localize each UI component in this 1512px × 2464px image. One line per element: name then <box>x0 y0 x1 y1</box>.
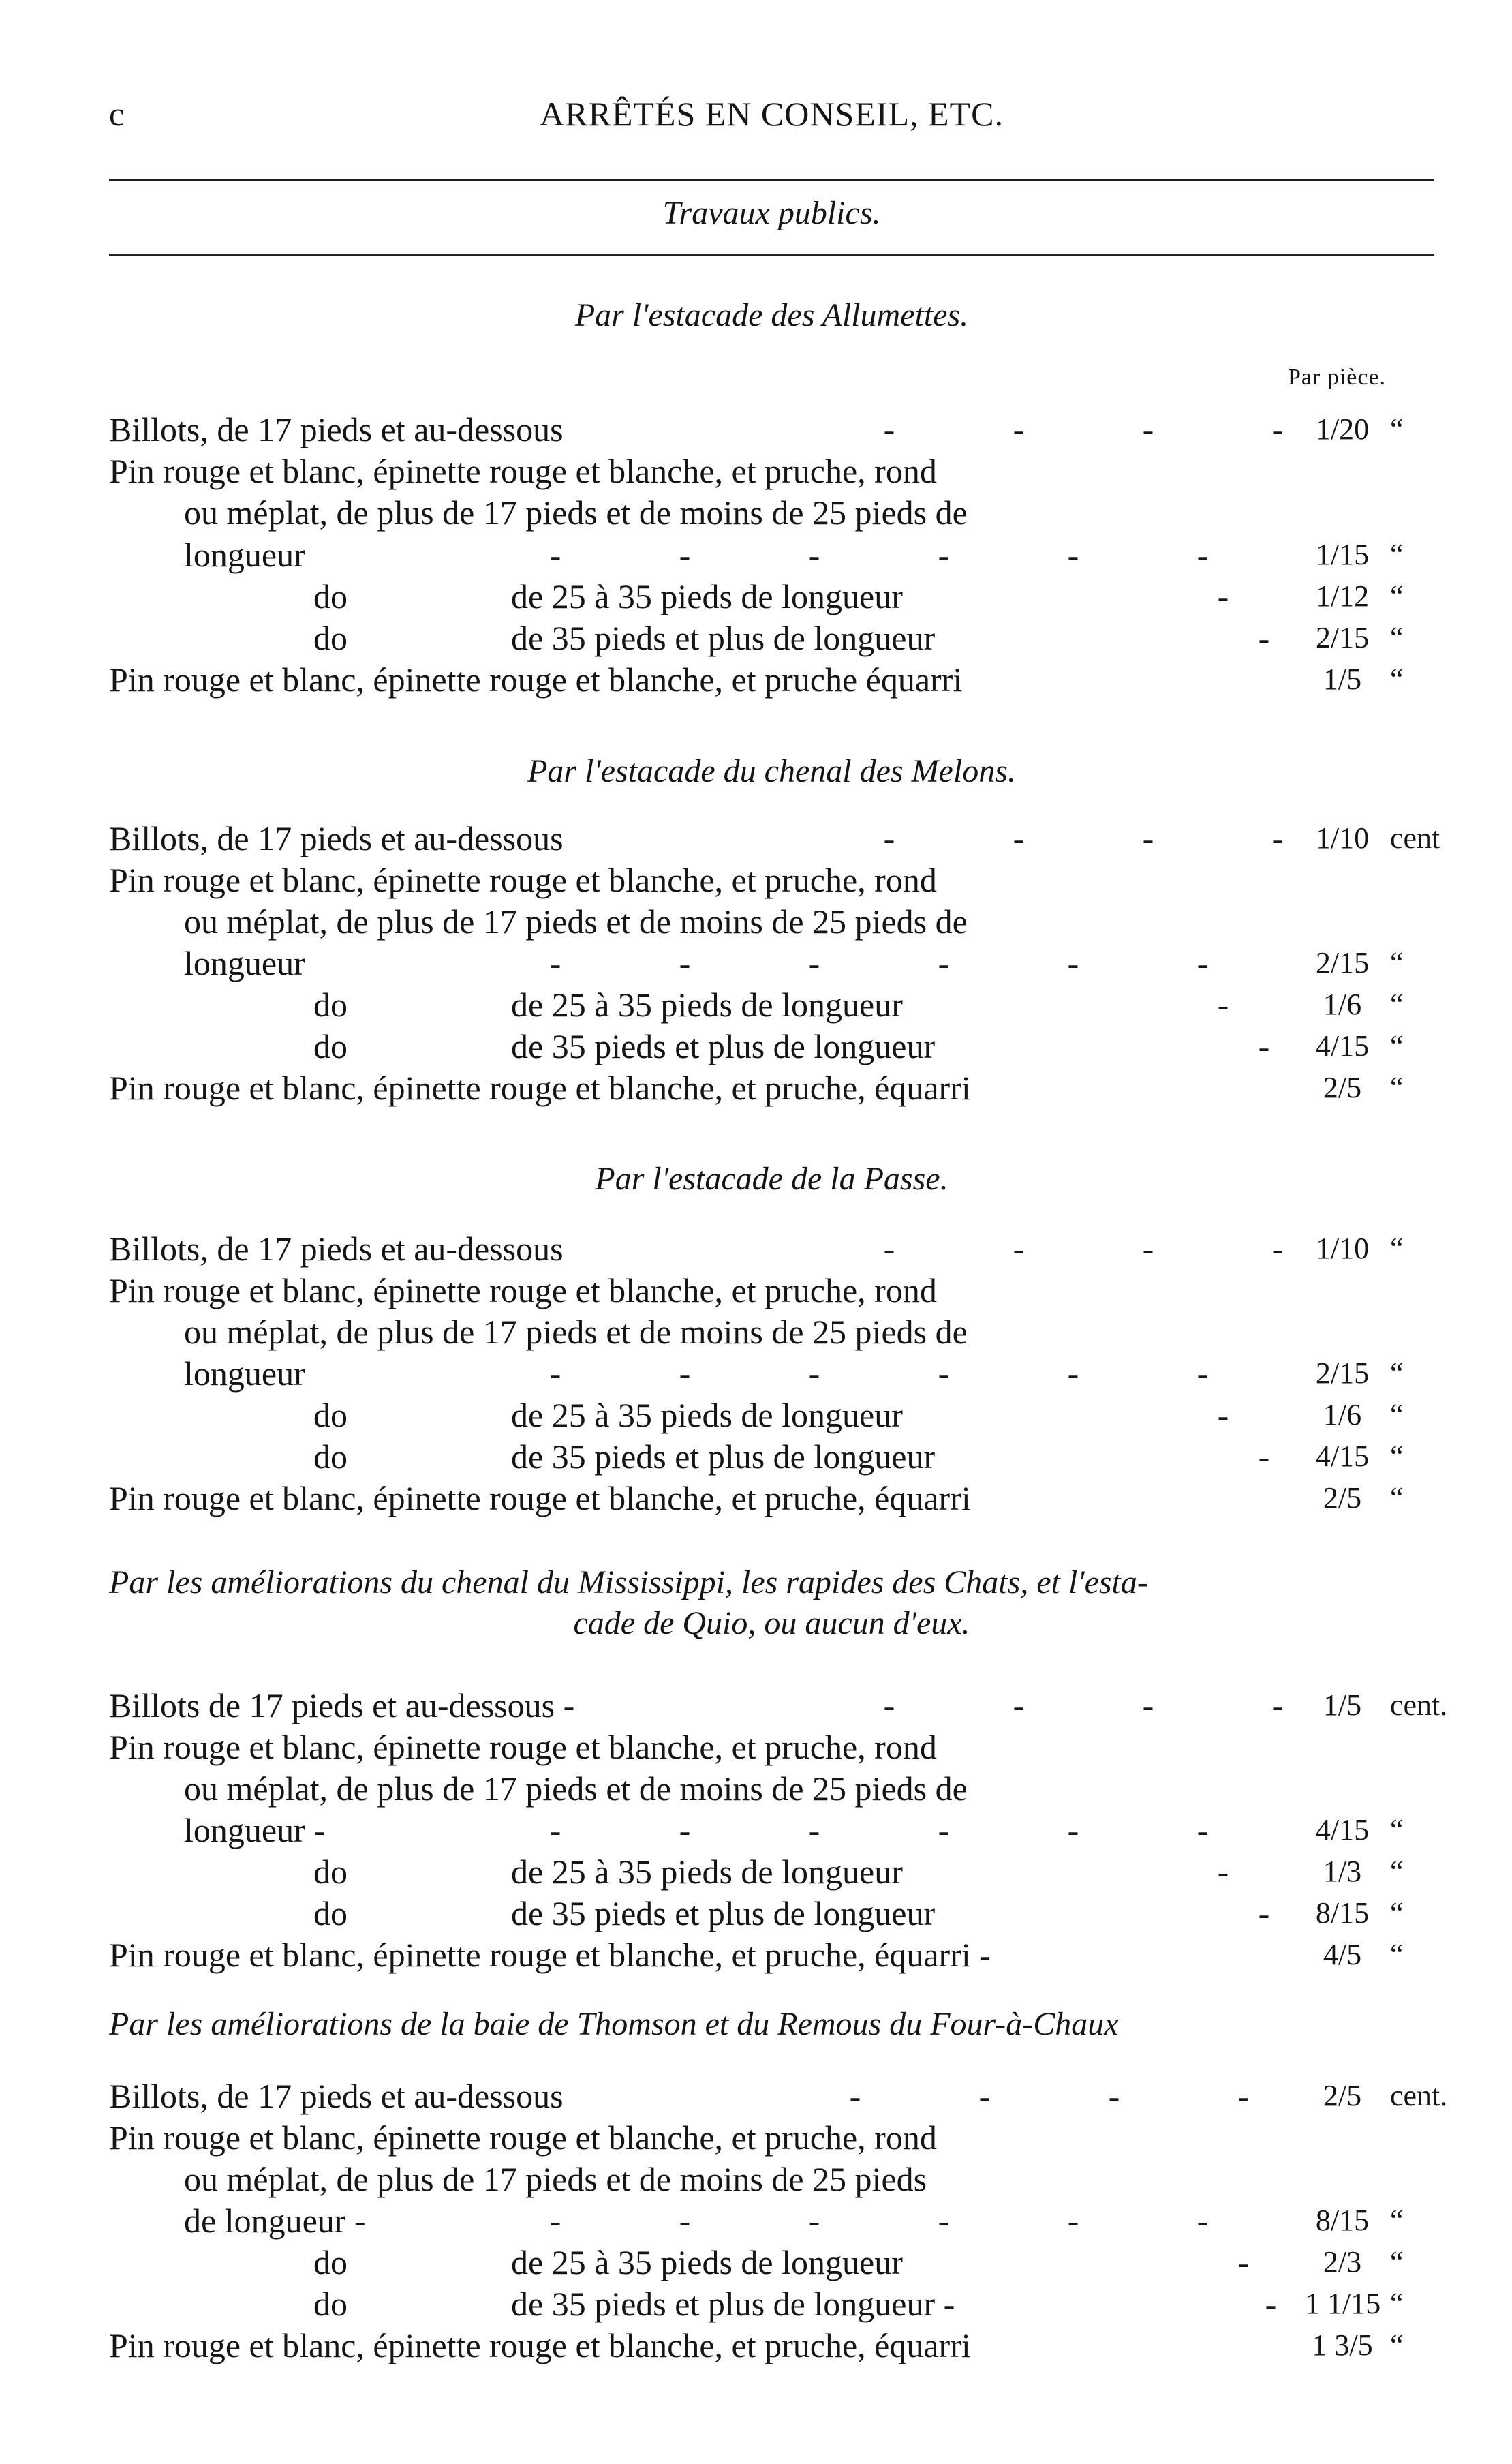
row-ditto: do <box>313 2285 348 2323</box>
rate-unit: “ <box>1390 1855 1404 1888</box>
row-ditto: do <box>313 1853 348 1891</box>
top-rule <box>109 179 1434 181</box>
row-label: longueur <box>184 536 305 574</box>
rate-fraction: 1/5 <box>1323 663 1362 696</box>
rate-unit: “ <box>1390 988 1404 1021</box>
rate-row <box>109 534 1445 575</box>
row-label: Pin rouge et blanc, épinette rouge et blanche, et pruche, rond <box>109 1728 937 1766</box>
rate-fraction: 1/15 <box>1315 538 1370 571</box>
rate-row <box>109 901 1445 942</box>
row-label: de 35 pieds et plus de longueur <box>511 1027 936 1065</box>
rate-unit: “ <box>1390 1938 1404 1971</box>
row-label: de 25 à 35 pieds de longueur <box>511 577 903 615</box>
leader-dashes: - - - - <box>849 2077 1250 2115</box>
rate-fraction: 1/6 <box>1323 1398 1362 1431</box>
rate-unit: “ <box>1390 579 1404 613</box>
rate-fraction: 1/12 <box>1315 579 1370 613</box>
rate-row <box>109 818 1445 859</box>
row-ditto: do <box>313 1027 348 1065</box>
leader-dashes: - - - - - - <box>549 2202 1209 2240</box>
rate-row <box>109 1478 1445 1519</box>
leader-dashes: - <box>1217 1396 1229 1434</box>
unit-note: Par pièce. <box>1288 365 1387 390</box>
rate-row <box>109 860 1445 900</box>
leader-dashes: - - - - <box>883 819 1284 857</box>
rate-row <box>109 1395 1445 1435</box>
rate-fraction: 8/15 <box>1315 2204 1370 2237</box>
rate-fraction: 1/20 <box>1315 412 1370 446</box>
row-label: de 35 pieds et plus de longueur - <box>511 2285 955 2323</box>
row-label: Pin rouge et blanc, épinette rouge et blanche, et pruche, rond <box>109 2118 937 2157</box>
rate-unit: “ <box>1390 1071 1404 1104</box>
row-label: de 35 pieds et plus de longueur <box>511 1894 936 1932</box>
leader-dashes: - <box>1237 2243 1250 2281</box>
rate-fraction: 1 3/5 <box>1312 2328 1373 2362</box>
rate-row <box>109 1353 1445 1394</box>
rate-unit: “ <box>1390 946 1404 979</box>
leader-dashes: - <box>1217 577 1229 615</box>
rate-fraction: 2/15 <box>1315 1356 1370 1390</box>
rate-fraction: 1/5 <box>1323 1688 1362 1722</box>
rate-row <box>109 1810 1445 1851</box>
rate-unit: “ <box>1390 1440 1404 1473</box>
rate-unit: “ <box>1390 1356 1404 1390</box>
leader-dashes: - <box>1258 1027 1270 1065</box>
row-ditto: do <box>313 1894 348 1932</box>
row-label: Billots de 17 pieds et au-dessous - <box>109 1686 575 1724</box>
row-label: Billots, de 17 pieds et au-dessous <box>109 410 564 448</box>
rate-unit: “ <box>1390 1481 1404 1515</box>
rate-row <box>109 409 1445 450</box>
row-label: Pin rouge et blanc, épinette rouge et blanche, et pruche, rond <box>109 1271 937 1309</box>
row-label: longueur <box>184 1354 305 1393</box>
leader-dashes: - <box>1217 1853 1229 1891</box>
row-label: de longueur - <box>184 2202 366 2240</box>
leader-dashes: - - - - <box>883 1230 1284 1268</box>
row-label: de 25 à 35 pieds de longueur <box>511 1853 903 1891</box>
rate-row <box>109 576 1445 617</box>
row-label: ou méplat, de plus de 17 pieds et de moins de 25 pieds de <box>184 493 968 532</box>
rate-fraction: 4/15 <box>1315 1813 1370 1846</box>
rate-row <box>109 1893 1445 1934</box>
row-label: ou méplat, de plus de 17 pieds et de moins de 25 pieds <box>184 2160 927 2198</box>
rate-fraction: 2/5 <box>1323 1481 1362 1515</box>
row-label: longueur <box>184 944 305 982</box>
row-label: Pin rouge et blanc, épinette rouge et blanche, et pruche, équarri <box>109 1479 971 1517</box>
rate-unit: cent. <box>1390 1688 1448 1722</box>
subsection-title: Par l'estacade des Allumettes. <box>574 297 969 333</box>
rate-fraction: 2/5 <box>1323 1071 1362 1104</box>
row-label: Billots, de 17 pieds et au-dessous <box>109 819 564 857</box>
rate-row <box>109 2325 1445 2366</box>
rate-row <box>109 984 1445 1025</box>
row-label: de 35 pieds et plus de longueur <box>511 619 936 657</box>
leader-dashes: - - - - - - <box>549 1354 1209 1393</box>
rate-fraction: 4/15 <box>1315 1440 1370 1473</box>
subsection-title: Par l'estacade du chenal des Melons. <box>527 753 1016 789</box>
leader-dashes: - <box>1217 986 1229 1024</box>
rate-unit: “ <box>1390 2204 1404 2237</box>
row-label: Pin rouge et blanc, épinette rouge et blanche, et pruche, équarri - <box>109 1936 991 1974</box>
leader-dashes: - - - - - - <box>549 536 1209 574</box>
rate-unit: “ <box>1390 538 1404 571</box>
rate-fraction: 1/10 <box>1315 821 1370 855</box>
leader-dashes: - - - - <box>883 410 1284 448</box>
row-label: de 25 à 35 pieds de longueur <box>511 986 903 1024</box>
rate-row <box>109 1934 1445 1975</box>
subsection-title: Par l'estacade de la Passe. <box>595 1161 948 1197</box>
rate-fraction: 2/3 <box>1323 2245 1362 2279</box>
row-ditto: do <box>313 619 348 657</box>
row-label: de 25 à 35 pieds de longueur <box>511 1396 903 1434</box>
leader-dashes: - - - - <box>883 1686 1284 1724</box>
rate-row <box>109 618 1445 658</box>
row-ditto: do <box>313 1438 348 1476</box>
rate-row <box>109 943 1445 984</box>
row-label: Pin rouge et blanc, épinette rouge et blanche, et pruche, rond <box>109 861 937 899</box>
page-number: c <box>109 95 125 133</box>
rate-row <box>109 2117 1445 2158</box>
rate-row <box>109 1228 1445 1269</box>
row-label: ou méplat, de plus de 17 pieds et de moins de 25 pieds de <box>184 1313 968 1351</box>
leader-dashes: - - - - - - <box>549 944 1209 982</box>
rate-row <box>109 1067 1445 1108</box>
rate-row <box>109 1851 1445 1892</box>
rate-row <box>109 1685 1448 1726</box>
row-label: Pin rouge et blanc, épinette rouge et blanche, et pruche, équarri <box>109 2326 971 2364</box>
leader-dashes: - <box>1258 1894 1270 1932</box>
rate-unit: “ <box>1390 2328 1404 2362</box>
section-title: Travaux publics. <box>662 195 881 231</box>
rate-unit: “ <box>1390 663 1404 696</box>
row-ditto: do <box>313 577 348 615</box>
row-label: longueur - <box>184 1811 325 1849</box>
rate-unit: “ <box>1390 2245 1404 2279</box>
rate-fraction: 1/3 <box>1323 1855 1362 1888</box>
leader-dashes: - - - - - - <box>549 1811 1209 1849</box>
leader-dashes: - <box>1258 1438 1270 1476</box>
leader-dashes: - <box>1258 619 1270 657</box>
rate-fraction: 4/5 <box>1323 1938 1362 1971</box>
rate-row <box>109 2283 1445 2324</box>
subsection-title: Par les améliorations du chenal du Mississippi, les rapides des Chats, et l'esta- <box>109 1564 1148 1600</box>
rate-row <box>109 1026 1445 1067</box>
rate-fraction: 1/6 <box>1323 988 1362 1021</box>
rate-unit: cent. <box>1390 2079 1448 2112</box>
row-label: Pin rouge et blanc, épinette rouge et blanche, et pruche équarri <box>109 660 963 699</box>
rate-unit: “ <box>1390 412 1404 446</box>
row-ditto: do <box>313 2243 348 2281</box>
row-label: de 25 à 35 pieds de longueur <box>511 2243 903 2281</box>
row-label: de 35 pieds et plus de longueur <box>511 1438 936 1476</box>
rate-row <box>109 1436 1445 1477</box>
row-label: Pin rouge et blanc, épinette rouge et blanche, et pruche, équarri <box>109 1069 971 1107</box>
row-label: ou méplat, de plus de 17 pieds et de moins de 25 pieds de <box>184 1769 968 1808</box>
rate-row <box>109 451 1445 491</box>
row-label: Billots, de 17 pieds et au-dessous <box>109 1230 564 1268</box>
rate-fraction: 1/10 <box>1315 1232 1370 1265</box>
rate-row <box>109 1270 1445 1311</box>
rate-unit: “ <box>1390 1232 1404 1265</box>
rate-row <box>109 2159 1445 2200</box>
rate-fraction: 8/15 <box>1315 1896 1370 1930</box>
rate-fraction: 4/15 <box>1315 1029 1370 1063</box>
rate-row <box>109 2242 1445 2283</box>
rate-fraction: 2/15 <box>1315 621 1370 654</box>
rate-row <box>109 2200 1445 2241</box>
subsection-title-continuation: cade de Quio, ou aucun d'eux. <box>573 1605 970 1641</box>
rate-row <box>109 1768 1445 1809</box>
row-label: Pin rouge et blanc, épinette rouge et blanche, et pruche, rond <box>109 452 937 490</box>
row-ditto: do <box>313 1396 348 1434</box>
rate-fraction: 2/15 <box>1315 946 1370 979</box>
rate-row <box>109 1727 1445 1767</box>
rate-row <box>109 492 1445 533</box>
rate-unit: “ <box>1390 1398 1404 1431</box>
rate-unit: “ <box>1390 1896 1404 1930</box>
rate-unit: “ <box>1390 1029 1404 1063</box>
section-rule <box>109 254 1434 256</box>
rate-row <box>109 2075 1448 2116</box>
rate-row <box>109 1311 1445 1352</box>
rate-unit: cent <box>1390 821 1440 855</box>
page-header <box>109 94 1434 142</box>
rate-unit: “ <box>1390 1813 1404 1846</box>
rate-row <box>109 659 1445 700</box>
rate-unit: “ <box>1390 2287 1404 2320</box>
row-label: Billots, de 17 pieds et au-dessous <box>109 2077 564 2115</box>
row-ditto: do <box>313 986 348 1024</box>
leader-dashes: - <box>1265 2285 1277 2323</box>
running-title: ARRÊTÉS EN CONSEIL, ETC. <box>540 95 1004 133</box>
rate-unit: “ <box>1390 621 1404 654</box>
row-label: ou méplat, de plus de 17 pieds et de moins de 25 pieds de <box>184 902 968 941</box>
rate-fraction: 2/5 <box>1323 2079 1362 2112</box>
rate-fraction: 1 1/15 <box>1305 2287 1381 2320</box>
subsection-title: Par les améliorations de la baie de Thomson et du Remous du Four-à-Chaux <box>109 2006 1119 2042</box>
